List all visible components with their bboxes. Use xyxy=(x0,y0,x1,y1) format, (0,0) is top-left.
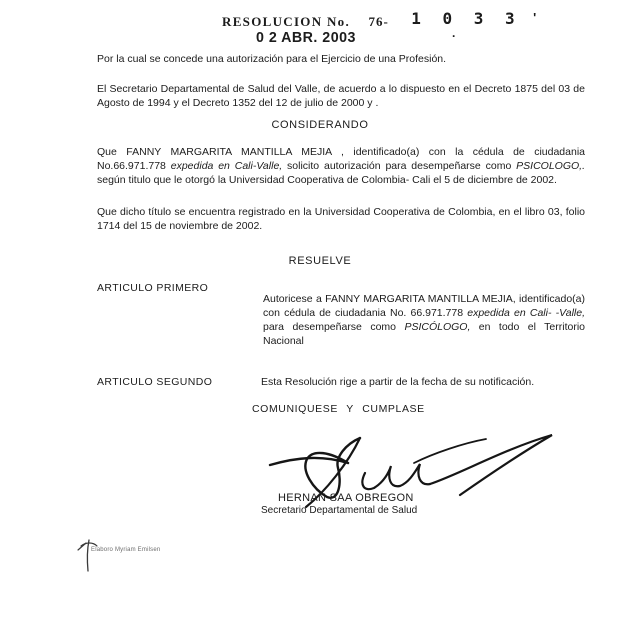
p1-italic-2: PSICOLOGO,. xyxy=(516,160,585,172)
p1-text-1: Que FANNY MARGARITA MANTILLA MEJIA , identificado(a) con la cédula de ciudadania No.66.971.778 xyxy=(97,146,585,172)
stamp-tick-mark: ' xyxy=(533,10,537,25)
considerando-heading: CONSIDERANDO xyxy=(271,119,369,131)
art1-italic-1: expedida en Cali- -Valle, xyxy=(467,307,585,319)
art1-text-2: para desempeñarse como xyxy=(263,321,405,333)
signature-title: Secretario Departamental de Salud xyxy=(261,505,418,516)
date-stamp: 0 2 ABR. 2003 xyxy=(256,29,356,46)
subject-line: Por la cual se concede una autorización para el Ejercicio de una Profesión. xyxy=(97,53,447,65)
footer-note: Elaboro Myriam Emilsen xyxy=(91,547,161,553)
article-primero-label: ARTICULO PRIMERO xyxy=(97,282,209,294)
art1-text-1: Autoricese a FANNY MARGARITA MANTILLA MEJIA, identificado(a) con cédula de ciudadania No. 66.971.778 xyxy=(263,293,585,319)
considerando-paragraph-2: Que dicho título se encuentra registrado en la Universidad Cooperativa de Colombia, en el libro 03, folio 1714 del 15 de noviembre de 2002. xyxy=(97,206,585,232)
article-segundo-body: Esta Resolución rige a partir de la fecha de su notificación. xyxy=(261,376,535,388)
art1-italic-2: PSICÓLOGO, xyxy=(404,321,471,333)
stamp-dot-mark: . xyxy=(452,26,456,40)
resolution-series: 76- xyxy=(368,14,389,29)
intro-paragraph: El Secretario Departamental de Salud del Valle, de acuerdo a lo dispuesto en el Decreto 1875 del 03 de Agosto de 1994 y el Decreto 1352 del 12 de julio de 2000 y . xyxy=(97,83,585,109)
resolution-title: RESOLUCION No. xyxy=(222,14,350,29)
p1-text-2: solicito autorización para desempeñarse como xyxy=(282,160,517,172)
p1-italic-1: expedida en Cali-Valle, xyxy=(170,160,283,172)
resolution-number-stamp: 1 0 3 3 xyxy=(411,9,521,28)
article-segundo-label: ARTICULO SEGUNDO xyxy=(97,376,213,388)
signature-name: HERNAN SAA OBREGON xyxy=(278,492,414,504)
p1-text-3: según titulo que le otorgó la Universidad Cooperativa de Colombia- Cali el 5 de diciembre de 2002. xyxy=(97,174,557,186)
considerando-paragraph-1 xyxy=(97,145,585,187)
resolution-header xyxy=(222,11,536,31)
closing-line: COMUNIQUESE Y CUMPLASE xyxy=(252,403,425,415)
resuelve-heading: RESUELVE xyxy=(288,255,352,267)
article-primero-body xyxy=(263,292,585,348)
reviewer-initial-icon xyxy=(76,538,100,572)
art1-text-3: en todo el Territorio Nacional xyxy=(263,321,586,347)
